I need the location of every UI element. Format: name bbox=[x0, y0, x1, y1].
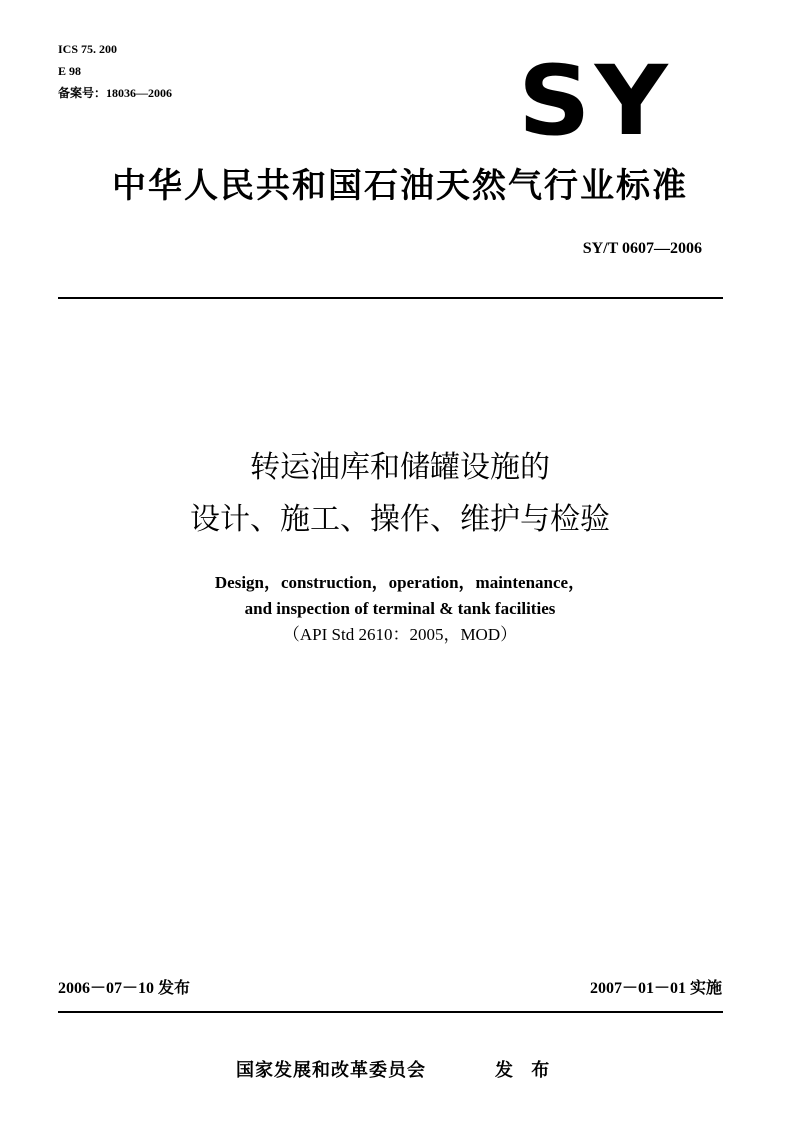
standard-number: SY/T 0607—2006 bbox=[582, 240, 702, 257]
effective-date: 2007－01－01 实施 bbox=[589, 980, 722, 997]
cn-title-line-2: 设计、施工、操作、维护与检验 bbox=[190, 502, 610, 537]
bottom-divider bbox=[58, 1011, 723, 1013]
en-title-line-2: and inspection of terminal & tank facilities bbox=[244, 599, 556, 618]
classification-code: E 98 bbox=[58, 64, 82, 78]
issue-date: 2006－07－10 发布 bbox=[58, 980, 191, 997]
sy-logo: SY bbox=[518, 45, 672, 157]
publish-label: 发 布 bbox=[495, 1060, 556, 1081]
filing-number: 备案号：18036—2006 bbox=[58, 86, 173, 100]
top-divider bbox=[58, 297, 723, 299]
ics-code: ICS 75. 200 bbox=[58, 42, 118, 56]
standard-title: 中华人民共和国石油天然气行业标准 bbox=[112, 166, 688, 206]
en-title-line-3: （API Std 2610：2005，MOD） bbox=[282, 625, 518, 644]
en-title-line-1: Design，construction，operation，maintenance， bbox=[214, 573, 586, 592]
issuer-name: 国家发展和改革委员会 bbox=[236, 1060, 426, 1081]
cn-title-line-1: 转运油库和储罐设施的 bbox=[250, 450, 550, 485]
